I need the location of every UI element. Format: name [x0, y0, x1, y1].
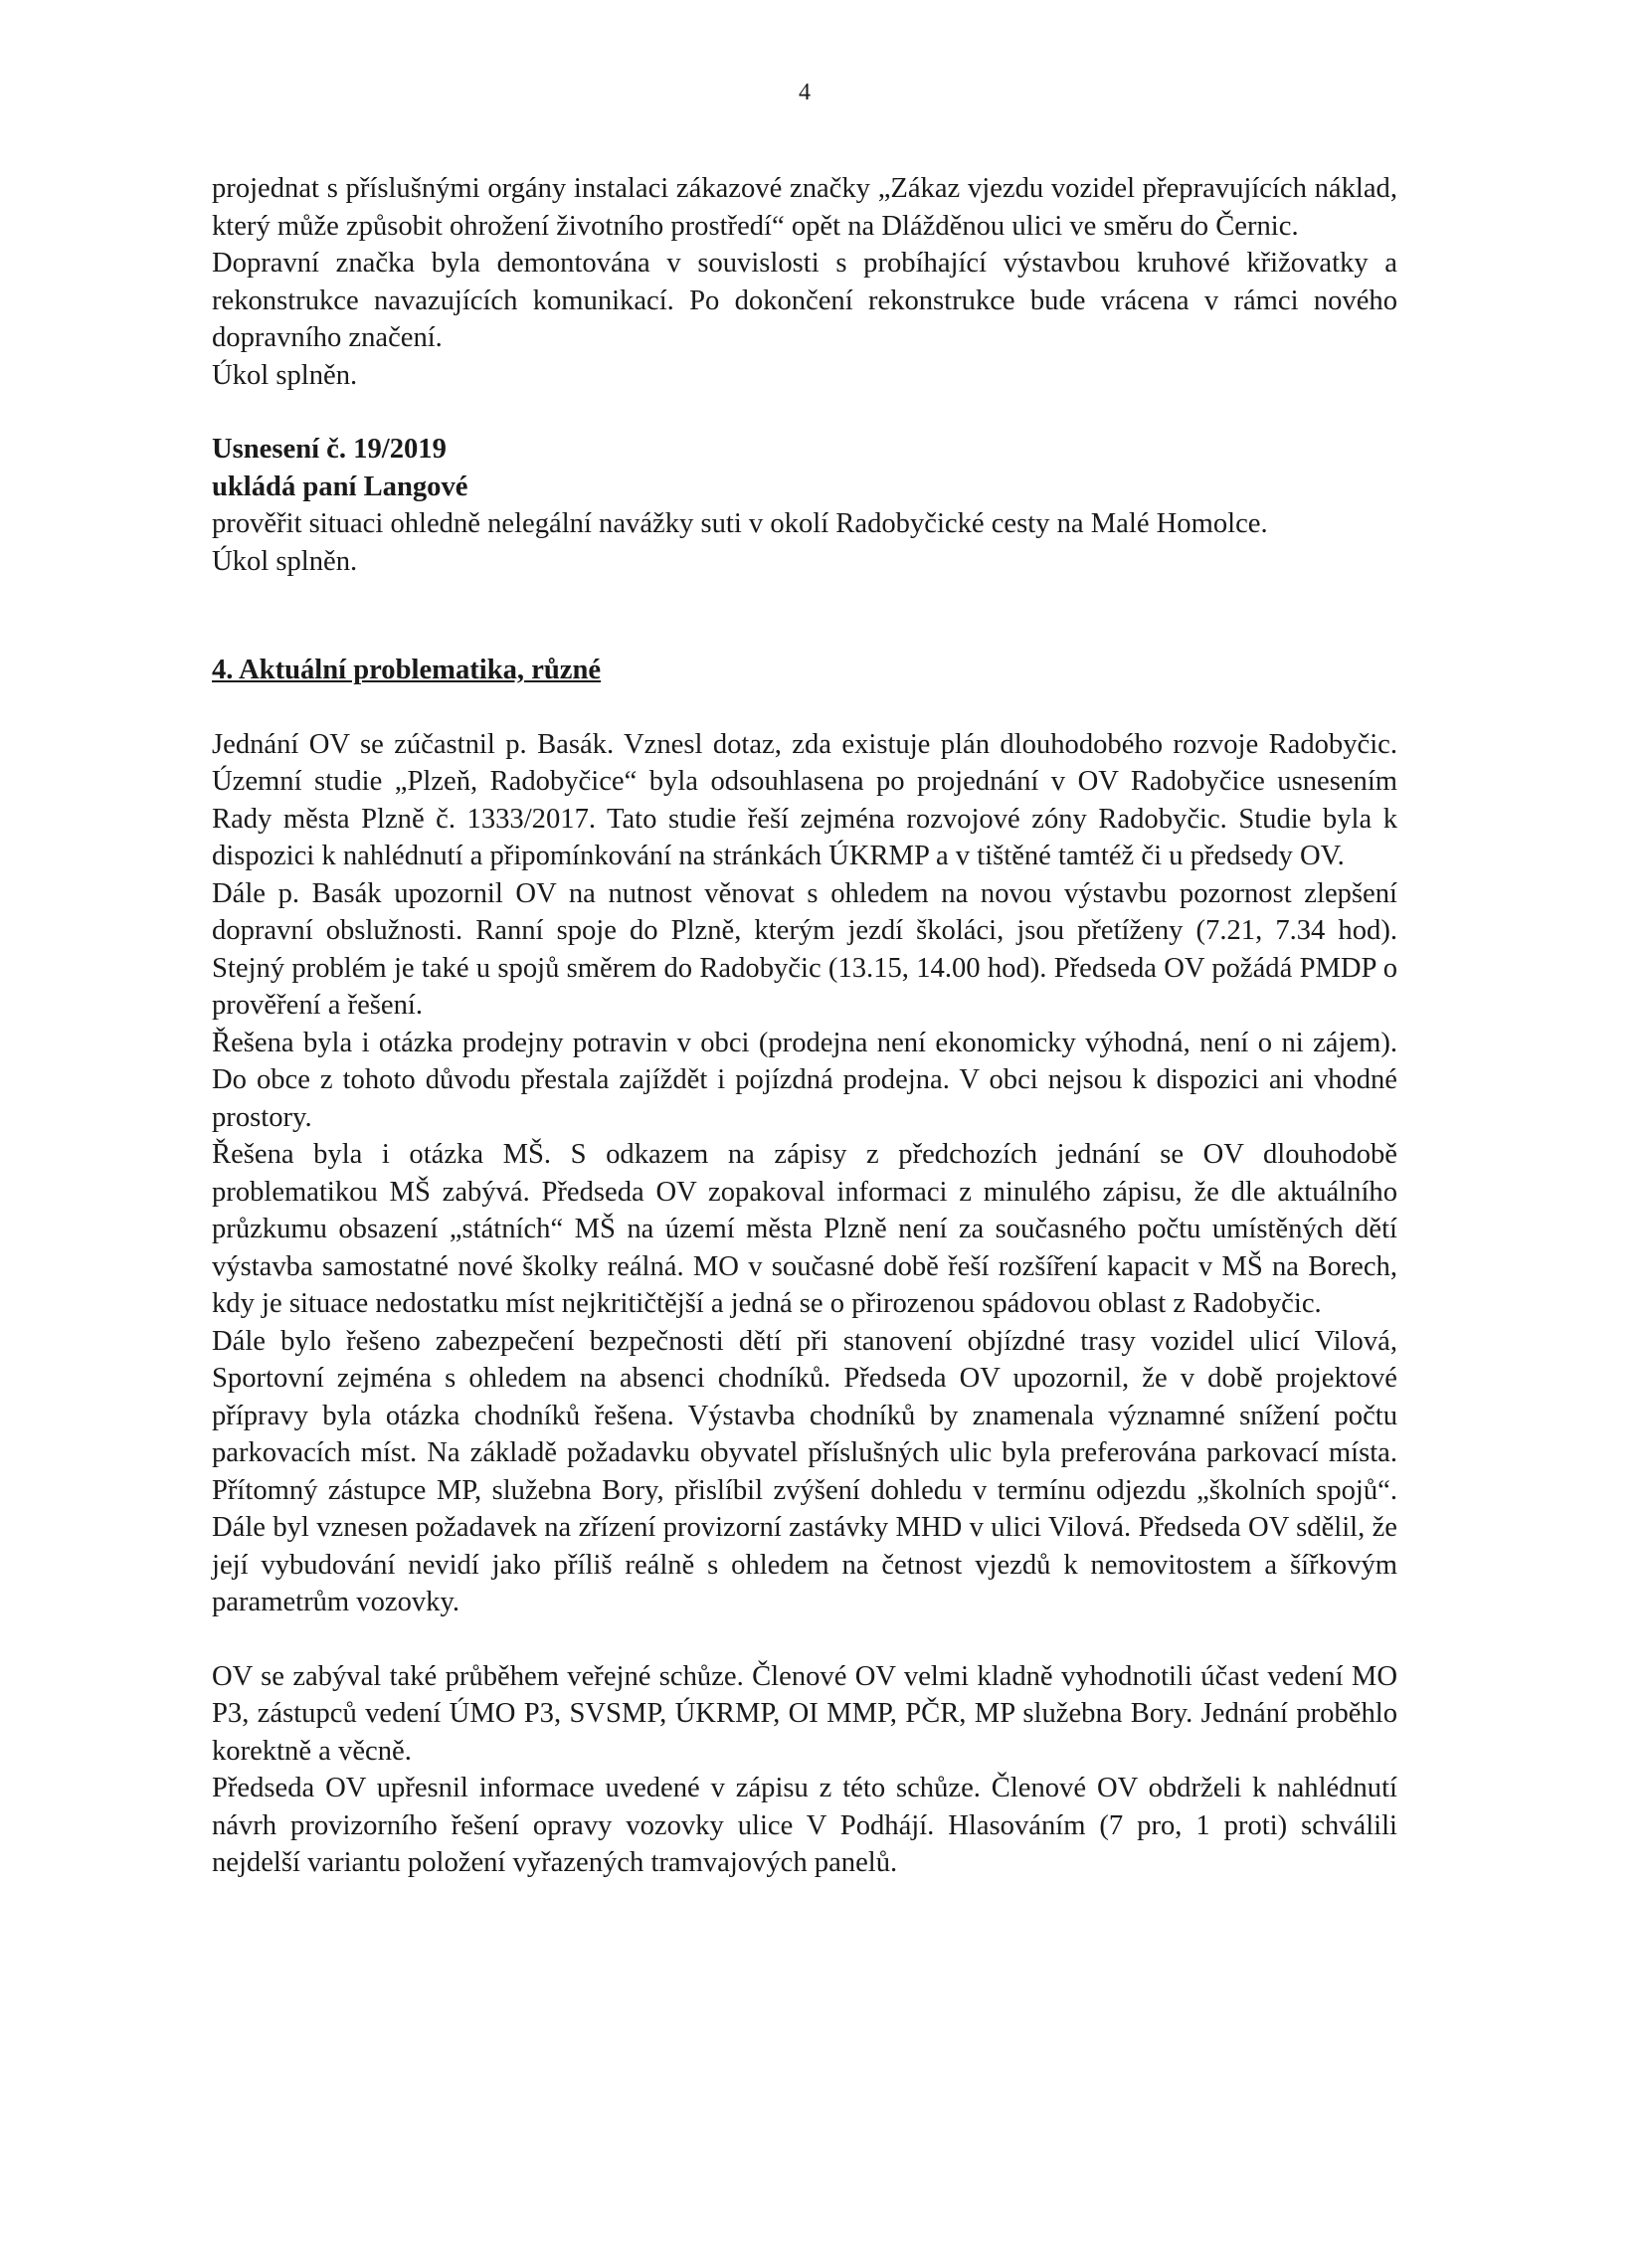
section-heading: 4. Aktuální problematika, různé: [212, 655, 602, 685]
paragraph: Řešena byla i otázka prodejny potravin v obci (prodejna není ekonomicky výhodná, není o ni zájem). Do obce z tohoto důvodu přestala zajíždět i pojízdná prodejna. V obci nejsou k dispozici ani vhodné prostory.: [212, 1027, 1397, 1133]
paragraph: Předseda OV upřesnil informace uvedené v zápisu z této schůze. Členové OV obdrželi k nahlédnutí návrh provizorního řešení opravy vozovky ulice V Podhájí. Hlasováním (7 pro, 1 proti) schválili nejdelší variantu položení vyřazených tramvajových panelů.: [212, 1773, 1397, 1878]
document-body: [212, 170, 1397, 1882]
resolution-task: prověřit situaci ohledně nelegální navážky suti v okolí Radobyčické cesty na Malé Homolce.: [212, 508, 1268, 539]
paragraph: Řešena byla i otázka MŠ. S odkazem na zápisy z předchozích jednání se OV dlouhodobě problematikou MŠ zabývá. Předseda OV zopakoval informaci z minulého zápisu, že dle aktuálního průzkumu obsazení „státních“ MŠ na území města Plzně není za současného počtu umístěných dětí výstavba samostatné nové školky reálná. MO v současné době řeší rozšíření kapacit v MŠ na Borech, kdy je situace nedostatku míst nejkritičtější a jedná se o přirozenou spádovou oblast z Radobyčic.: [212, 1139, 1397, 1319]
paragraph: projednat s příslušnými orgány instalaci zákazové značky „Zákaz vjezdu vozidel přepravujících náklad, který může způsobit ohrožení životního prostředí“ opět na Dlážděnou ulici ve směru do Černic.: [212, 173, 1397, 242]
resolution-assignee: ukládá paní Langové: [212, 471, 468, 502]
resolution-number: Usnesení č. 19/2019: [212, 434, 447, 465]
resolution-status: Úkol splněn.: [212, 545, 358, 577]
paragraph: Úkol splněn.: [212, 359, 358, 391]
paragraph: Dopravní značka byla demontována v souvislosti s probíhající výstavbou kruhové křižovatky a rekonstrukce navazujících komunikací. Po dokončení rekonstrukce bude vrácena v rámci nového dopravního značení.: [212, 248, 1397, 353]
paragraph: OV se zabýval také průběhem veřejné schůze. Členové OV velmi kladně vyhodnotili účast vedení MO P3, zástupců vedení ÚMO P3, SVSMP, ÚKRMP, OI MMP, PČR, MP služebna Bory. Jednání proběhlo korektně a věcně.: [212, 1660, 1397, 1767]
page-number: 4: [799, 80, 811, 105]
paragraph: Jednání OV se zúčastnil p. Basák. Vznesl dotaz, zda existuje plán dlouhodobého rozvoje Radobyčic. Územní studie „Plzeň, Radobyčice“ byla odsouhlasena po projednání v OV Radobyčice usnesením Rady města Plzně č. 1333/2017. Tato studie řeší zejména rozvojové zóny Radobyčic. Studie byla k dispozici k nahlédnutí a připomínkování na stránkách ÚKRMP a v tištěné tamtéž či u předsedy OV.: [212, 728, 1397, 871]
paragraph: Dále bylo řešeno zabezpečení bezpečnosti dětí při stanovení objízdné trasy vozidel ulicí Vilová, Sportovní zejména s ohledem na absenci chodníků. Předseda OV upozornil, že v době projektové přípravy byla otázka chodníků řešena. Výstavba chodníků by znamenala významné snížení počtu parkovacích míst. Na základě požadavku obyvatel příslušných ulic byla preferována parkovací místa. Přítomný zástupce MP, služebna Bory, přislíbil zvýšení dohledu v termínu odjezdu „školních spojů“. Dále byl vznesen požadavek na zřízení provizorní zastávky MHD v ulici Vilová. Předseda OV sdělil, že její vybudování nevidí jako příliš reálně s ohledem na četnost vjezdů k nemovitostem a šířkovým parametrům vozovky.: [212, 1325, 1397, 1617]
paragraph: Dále p. Basák upozornil OV na nutnost věnovat s ohledem na novou výstavbu pozornost zlepšení dopravní obslužnosti. Ranní spoje do Plzně, kterým jezdí školáci, jsou přetíženy (7.21, 7.34 hod). Stejný problém je také u spojů směrem do Radobyčic (13.15, 14.00 hod). Předseda OV požádá PMDP o prověření a řešení.: [212, 877, 1397, 1021]
